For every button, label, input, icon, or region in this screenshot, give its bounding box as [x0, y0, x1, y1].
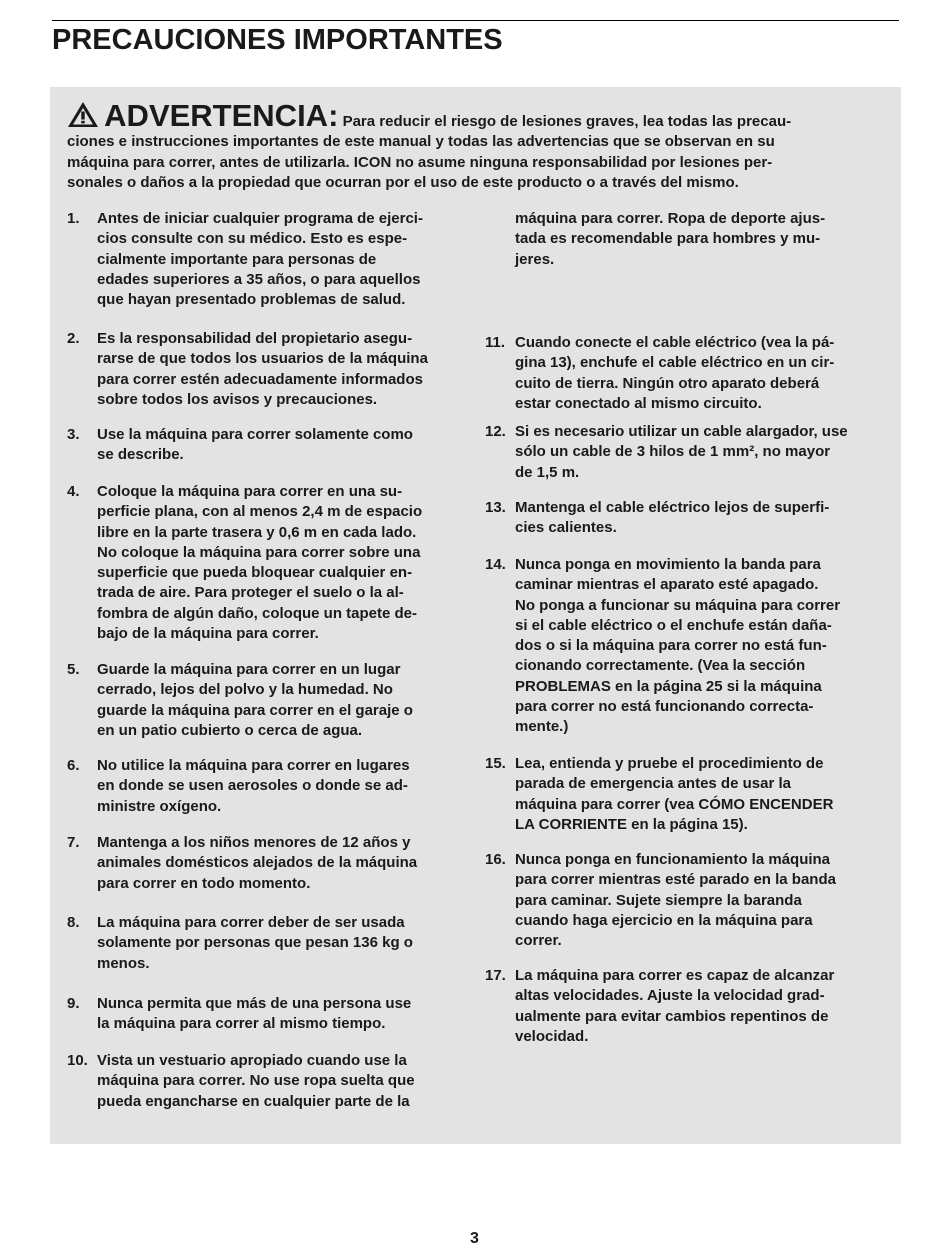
warning-text-line: máquina para correr, antes de utilizarla. ICON no asume ninguna responsabilidad por lesiones per-	[67, 153, 773, 171]
item-text-line: La máquina para correr deber de ser usada	[97, 914, 405, 931]
list-item	[67, 209, 467, 310]
item-text-line: Vista un vestuario apropiado cuando use la	[97, 1052, 407, 1069]
item-text-line: superficie que pueda bloquear cualquier en-	[97, 564, 413, 582]
list-item	[485, 333, 895, 414]
item-text-line: Guarde la máquina para correr en un lugar	[97, 661, 401, 678]
list-item	[67, 1051, 467, 1112]
item-number: 3.	[67, 426, 80, 443]
warning-block	[67, 98, 887, 193]
item-text-line: Mantenga a los niños menores de 12 años y	[97, 834, 411, 851]
item-text-line: solamente por personas que pesan 136 kg o	[97, 934, 413, 952]
list-item	[67, 482, 467, 644]
item-number: 14.	[485, 556, 506, 573]
item-text-line: Si es necesario utilizar un cable alargador, use	[515, 423, 848, 440]
item-text-line: para caminar. Sujete siempre la baranda	[515, 891, 802, 909]
item-text-line: Use la máquina para correr solamente como	[97, 426, 413, 443]
item-text-line: estar conectado al mismo circuito.	[515, 394, 762, 412]
item-text-line: ualmente para evitar cambios repentinos de	[515, 1007, 829, 1025]
item-text-line: en donde se usen aerosoles o donde se ad-	[97, 777, 408, 795]
item-text-line: mente.)	[515, 718, 569, 736]
list-item	[67, 425, 467, 466]
item-text-line: cuando haga ejercicio en la máquina para	[515, 911, 813, 929]
list-item	[485, 754, 895, 835]
item-text-line: dos o si la máquina para correr no está fun-	[515, 637, 827, 655]
item-text-line: velocidad.	[515, 1027, 589, 1045]
item-text-line: Mantenga el cable eléctrico lejos de superfi-	[515, 499, 830, 516]
warning-triangle-icon	[67, 113, 104, 130]
item-text-line: en un patio cubierto o cerca de agua.	[97, 721, 363, 739]
item-text-line: guarde la máquina para correr en el garaje o	[97, 701, 413, 719]
item-text-line: la máquina para correr al mismo tiempo.	[97, 1015, 386, 1033]
item-text-line: caminar mientras el aparato esté apagado.	[515, 576, 819, 594]
item-number: 16.	[485, 851, 506, 868]
warning-heading: ADVERTENCIA:	[104, 98, 339, 133]
item-number: 15.	[485, 755, 506, 772]
item-text-line: máquina para correr. Ropa de deporte ajus-	[515, 210, 826, 227]
item-number: 10.	[67, 1052, 88, 1069]
list-item	[67, 329, 467, 410]
item-text-line: para correr estén adecuadamente informados	[97, 370, 423, 388]
item-text-line: PROBLEMAS en la página 25 si la máquina	[515, 677, 822, 695]
item-number: 6.	[67, 757, 80, 774]
item-text-line: jeres.	[515, 250, 555, 268]
warning-text-line: sonales o daños a la propiedad que ocurran por el uso de este producto o a través del mismo.	[67, 173, 739, 191]
item-text-line: cies calientes.	[515, 519, 617, 537]
item-text-line: sobre todos los avisos y precauciones.	[97, 390, 378, 408]
item-text-line: altas velocidades. Ajuste la velocidad grad-	[515, 987, 825, 1005]
item-number: 12.	[485, 423, 506, 440]
item-text-line: gina 13), enchufe el cable eléctrico en un cir-	[515, 354, 835, 372]
item-text-line: rarse de que todos los usuarios de la máquina	[97, 350, 428, 368]
item-number: 9.	[67, 995, 80, 1012]
item-number: 4.	[67, 483, 80, 500]
item-text-line: si el cable eléctrico o el enchufe están daña-	[515, 616, 832, 634]
item-text-line: parada de emergencia antes de usar la	[515, 775, 791, 793]
item-text-line: cuito de tierra. Ningún otro aparato deberá	[515, 374, 820, 392]
list-item	[485, 498, 895, 539]
item-text-line: No ponga a funcionar su máquina para correr	[515, 596, 841, 614]
list-item	[67, 994, 467, 1035]
item-text-line: cerrado, lejos del polvo y la humedad. No	[97, 681, 393, 699]
item-text-line: LA CORRIENTE en la página 15).	[515, 815, 748, 833]
item-text-line: Coloque la máquina para correr en una su-	[97, 483, 403, 500]
page-title: PRECAUCIONES IMPORTANTES	[52, 24, 503, 56]
item-text-line: trada de aire. Para proteger el suelo o la al-	[97, 584, 404, 602]
item-number: 7.	[67, 834, 80, 851]
item-text-line: No utilice la máquina para correr en lugares	[97, 757, 410, 774]
list-item	[67, 660, 467, 741]
item-number: 17.	[485, 967, 506, 984]
item-text-line: cios consulte con su médico. Esto es espe-	[97, 230, 408, 248]
item-text-line: para correr en todo momento.	[97, 874, 311, 892]
item-text-line: edades superiores a 35 años, o para aquellos	[97, 270, 421, 288]
item-text-line: La máquina para correr es capaz de alcanzar	[515, 967, 835, 984]
warning-text-line: ciones e instrucciones importantes de este manual y todas las advertencias que se observan en su	[67, 133, 775, 151]
item-text-line: bajo de la máquina para correr.	[97, 625, 319, 643]
page-number: 3	[470, 1230, 479, 1247]
item-text-line: cionando correctamente. (Vea la sección	[515, 657, 806, 675]
list-item	[67, 756, 467, 817]
item-text-line: se describe.	[97, 446, 184, 464]
item-text-line: No coloque la máquina para correr sobre una	[97, 543, 421, 561]
item-text-line: de 1,5 m.	[515, 463, 580, 481]
item-text-line: Cuando conecte el cable eléctrico (vea la pá-	[515, 334, 835, 351]
item-text-line: pueda engancharse en cualquier parte de la	[97, 1092, 410, 1110]
list-item	[67, 833, 467, 894]
list-item	[485, 850, 895, 951]
item-text-line: animales domésticos alejados de la máquina	[97, 854, 418, 872]
item-text-line: fombra de algún daño, coloque un tapete de-	[97, 604, 418, 622]
item-text-line: Es la responsabilidad del propietario asegu-	[97, 330, 413, 347]
item-number: 2.	[67, 330, 80, 347]
top-rule	[52, 20, 899, 21]
item-text-line: perficie plana, con al menos 2,4 m de espacio	[97, 503, 423, 521]
item-text-line: que hayan presentado problemas de salud.	[97, 291, 406, 309]
item-text-line: tada es recomendable para hombres y mu-	[515, 230, 821, 248]
item-text-line: para correr mientras esté parado en la banda	[515, 871, 836, 889]
item-text-line: menos.	[97, 954, 150, 972]
item-number: 13.	[485, 499, 506, 516]
item-number: 8.	[67, 914, 80, 931]
item-text-line: Nunca permita que más de una persona use	[97, 995, 412, 1012]
item-text-line: máquina para correr. No use ropa suelta que	[97, 1072, 415, 1090]
item-number: 1.	[67, 210, 80, 227]
list-item	[485, 555, 895, 738]
list-item	[485, 422, 895, 483]
item-number: 11.	[485, 334, 506, 351]
item-text-line: Antes de iniciar cualquier programa de ejerci-	[97, 210, 423, 227]
item-text-line: Nunca ponga en funcionamiento la máquina	[515, 851, 831, 868]
item-text-line: cialmente importante para personas de	[97, 250, 377, 268]
item-text-line: correr.	[515, 932, 562, 950]
item-text-line: Nunca ponga en movimiento la banda para	[515, 556, 821, 573]
list-item	[485, 209, 895, 270]
list-item	[67, 913, 467, 974]
item-text-line: Lea, entienda y pruebe el procedimiento de	[515, 755, 824, 772]
item-text-line: ministre oxígeno.	[97, 797, 222, 815]
item-text-line: libre en la parte trasera y 0,6 m en cada lado.	[97, 523, 417, 541]
item-text-line: sólo un cable de 3 hilos de 1 mm², no mayor	[515, 443, 831, 461]
item-number: 5.	[67, 661, 80, 678]
warning-panel	[50, 87, 901, 1144]
warning-text-line: Para reducir el riesgo de lesiones graves, lea todas las precau-	[342, 113, 792, 130]
item-text-line: máquina para correr (vea CÓMO ENCENDER	[515, 795, 834, 813]
item-text-line: para correr no está funcionando correcta-	[515, 698, 814, 716]
list-item	[485, 966, 895, 1047]
